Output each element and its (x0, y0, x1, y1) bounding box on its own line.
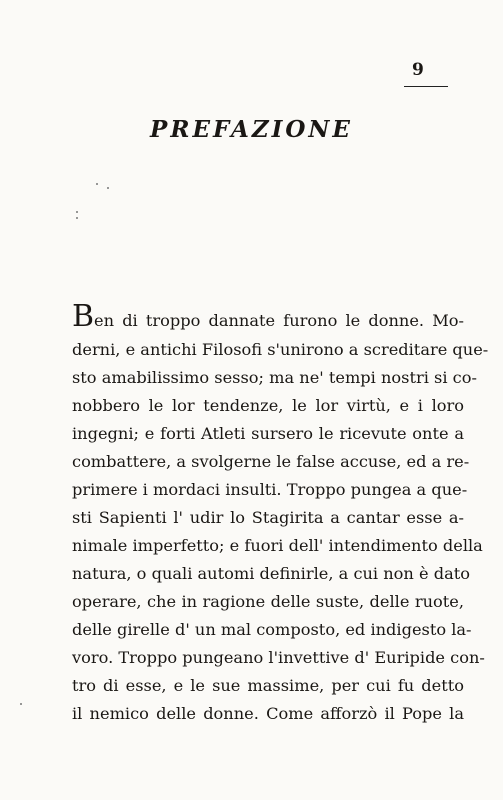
text-line: nobbero le lor tendenze, le lor virtù, e i loro (72, 396, 464, 415)
text-line: nimale imperfetto; e fuori dell' intendimento della (72, 536, 483, 555)
text-line: il nemico delle donne. Come afforzò il Pope la (72, 704, 464, 723)
text-line-rest: en di troppo dannate furono le donne. Mo- (94, 311, 464, 330)
body-paragraph (72, 299, 489, 728)
text-line: sto amabilissimo sesso; ma ne' tempi nostri si co- (72, 368, 477, 387)
text-line: tro di esse, e le sue massime, per cui fu detto (72, 676, 464, 695)
print-speck (20, 703, 22, 705)
print-speck (76, 217, 78, 219)
text-line: voro. Troppo pungeano l'invettive d' Euripide con- (72, 648, 485, 667)
text-line (72, 299, 464, 336)
text-line: operare, che in ragione delle suste, delle ruote, (72, 592, 464, 611)
text-line: combattere, a svolgerne le false accuse, ed a re- (72, 452, 470, 471)
print-speck (107, 187, 109, 189)
text-line: natura, o quali automi definirle, a cui non è dato (72, 564, 470, 583)
print-speck (76, 211, 78, 213)
text-line: ingegni; e forti Atleti sursero le ricevute onte a (72, 424, 464, 443)
page-heading: PREFAZIONE (150, 116, 353, 143)
text-line: primere i mordaci insulti. Troppo pungea a que- (72, 480, 468, 499)
page-number-rule (404, 86, 448, 87)
text-line: derni, e antichi Filosofi s'unirono a screditare que- (72, 340, 489, 359)
page-number: 9 (412, 60, 424, 80)
drop-cap: B (72, 299, 95, 334)
text-line: delle girelle d' un mal composto, ed indigesto la- (72, 620, 472, 639)
print-speck (96, 183, 98, 185)
text-line: sti Sapienti l' udir lo Stagirita a cantar esse a- (72, 508, 464, 527)
